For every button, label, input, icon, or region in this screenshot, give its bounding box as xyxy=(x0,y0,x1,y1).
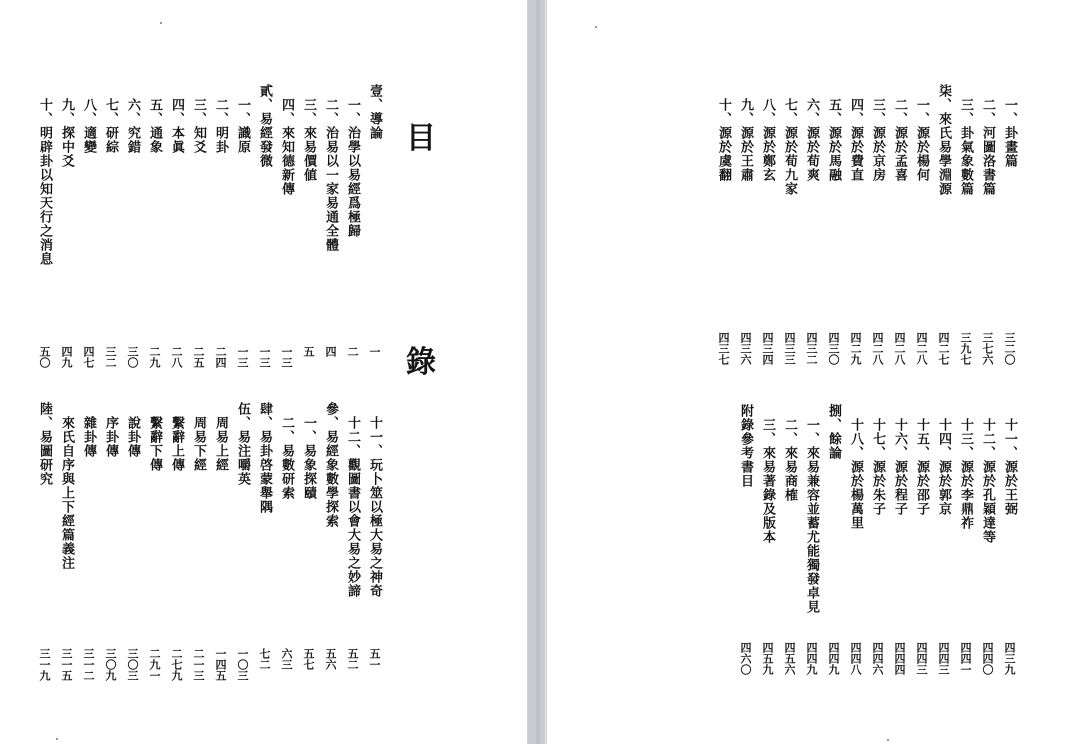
toc-page-number: 二九 xyxy=(148,346,161,368)
toc-entry-label: 八、源於鄭玄 xyxy=(760,98,775,182)
toc-entry[interactable] xyxy=(124,98,141,154)
toc-entry[interactable] xyxy=(825,98,842,182)
toc-entry[interactable] xyxy=(1001,98,1018,168)
toc-entry-label: 五、通象 xyxy=(147,98,162,154)
toc-entry-label: 六、究錯 xyxy=(125,98,140,154)
toc-entry[interactable] xyxy=(212,416,229,472)
toc-entry-label: 一、識原 xyxy=(235,98,250,154)
toc-entry[interactable] xyxy=(825,404,842,460)
toc-page-number: 四二八 xyxy=(915,332,928,365)
toc-entry[interactable] xyxy=(344,98,361,238)
gutter-shadow xyxy=(536,0,540,744)
toc-page-number: 五七 xyxy=(302,648,315,670)
toc-page-number: 四四一 xyxy=(959,642,972,675)
scan-speck xyxy=(595,26,597,28)
toc-entry[interactable] xyxy=(322,98,339,252)
toc-entry[interactable] xyxy=(869,418,886,516)
toc-page-number: 一三 xyxy=(236,346,249,368)
toc-entry-label: 一、易象探賾 xyxy=(301,416,316,500)
toc-page-number: 四四九 xyxy=(805,642,818,675)
toc-page-number: 三〇九 xyxy=(104,648,117,681)
toc-entry-label: 十、源於虞翻 xyxy=(716,98,731,182)
scan-speck xyxy=(160,22,162,24)
toc-entry[interactable] xyxy=(234,98,251,154)
toc-entry-label: 十八、源於楊萬里 xyxy=(848,418,863,530)
toc-entry[interactable] xyxy=(58,416,75,570)
left-page xyxy=(0,0,528,744)
toc-entry-label: 十六、源於程子 xyxy=(892,418,907,516)
toc-entry-label: 十二、觀圖書以會大易之妙諦 xyxy=(345,416,360,598)
toc-entry-label: 二、源於孟喜 xyxy=(892,98,907,182)
toc-page-number: 四三六 xyxy=(739,332,752,365)
toc-entry[interactable] xyxy=(36,98,53,266)
toc-entry[interactable] xyxy=(979,418,996,544)
toc-entry-label: 周易上經 xyxy=(213,416,228,472)
toc-page-number: 二一三 xyxy=(192,648,205,681)
toc-entry-label: 貳、易經發微 xyxy=(257,84,272,168)
toc-entry[interactable] xyxy=(190,416,207,472)
toc-entry-label: 十四、源於郭京 xyxy=(936,418,951,516)
toc-entry[interactable] xyxy=(190,98,207,154)
toc-entry-label: 二、治易以一家易通全體 xyxy=(323,98,338,252)
scan-speck xyxy=(887,739,889,741)
toc-entry-label: 九、探中爻 xyxy=(59,98,74,168)
toc-page-number: 一三 xyxy=(258,346,271,368)
toc-entry-label: 七、源於荀九家 xyxy=(782,98,797,196)
toc-entry[interactable] xyxy=(935,418,952,516)
toc-entry[interactable] xyxy=(759,98,776,182)
toc-entry[interactable] xyxy=(366,84,383,140)
toc-page-number: 五〇 xyxy=(38,346,51,368)
toc-page-number: 四二七 xyxy=(937,332,950,365)
toc-title-top: 目 xyxy=(406,121,436,156)
toc-entry[interactable] xyxy=(300,98,317,182)
toc-entry-label: 十一、玩卜筮以極大易之神奇 xyxy=(367,416,382,598)
toc-page-number: 二四 xyxy=(214,346,227,368)
toc-entry-label: 三、卦氣象數篇 xyxy=(958,98,973,196)
toc-page-number: 四三七 xyxy=(717,332,730,365)
toc-entry-label: 十二、源於孔穎達等 xyxy=(980,418,995,544)
toc-page-number: 二七九 xyxy=(170,648,183,681)
scan-speck xyxy=(56,738,58,740)
toc-entry-label: 三、知爻 xyxy=(191,98,206,154)
toc-entry-label: 三、源於京房 xyxy=(870,98,885,182)
toc-page-number: 五一 xyxy=(368,648,381,670)
toc-entry[interactable] xyxy=(869,98,886,182)
toc-entry-label: 八、適變 xyxy=(81,98,96,154)
toc-page-number: 五二 xyxy=(346,648,359,670)
toc-entry[interactable] xyxy=(344,416,361,598)
toc-page-number: 四四三 xyxy=(915,642,928,675)
toc-entry-label: 二、易數研索 xyxy=(279,416,294,500)
toc-page-number: 三一九 xyxy=(38,648,51,681)
toc-entry-label: 十七、源於朱子 xyxy=(870,418,885,516)
toc-entry[interactable] xyxy=(803,98,820,182)
toc-entry-label: 繫辭上傳 xyxy=(169,416,184,472)
toc-entry-label: 四、本眞 xyxy=(169,98,184,154)
toc-entry-label: 九、源於王肅 xyxy=(738,98,753,182)
toc-entry-label: 柒、來氏易學淵源 xyxy=(936,84,951,196)
toc-entry[interactable] xyxy=(212,98,229,154)
toc-page-number: 三九七 xyxy=(959,332,972,365)
left-upper-list xyxy=(0,0,527,744)
toc-page-number: 一三 xyxy=(280,346,293,368)
leader-dots xyxy=(0,186,527,274)
toc-entry-label: 序卦傳 xyxy=(103,416,118,458)
toc-entry[interactable] xyxy=(737,98,754,182)
toc-page-number: 二八 xyxy=(170,346,183,368)
right-page xyxy=(546,0,1078,744)
toc-page-number: 三二〇 xyxy=(1003,332,1016,365)
toc-entry[interactable] xyxy=(935,84,952,196)
toc-entry-label: 一、源於楊何 xyxy=(914,98,929,182)
toc-page-number: 四四四 xyxy=(893,642,906,675)
toc-entry-label: 周易下經 xyxy=(191,416,206,472)
leader-dots xyxy=(0,622,527,744)
toc-entry[interactable] xyxy=(913,98,930,182)
toc-entry[interactable] xyxy=(80,98,97,154)
toc-entry[interactable] xyxy=(803,418,820,614)
toc-entry-label: 一、治學以易經爲極歸 xyxy=(345,98,360,238)
toc-page-number: 四三二 xyxy=(805,332,818,365)
toc-entry[interactable] xyxy=(781,418,798,502)
toc-entry[interactable] xyxy=(278,98,295,196)
toc-entry[interactable] xyxy=(715,98,732,182)
toc-entry-label: 五、源於馬融 xyxy=(826,98,841,182)
toc-page-number: 一 xyxy=(368,346,381,357)
toc-entry-label: 陸、易圖研究 xyxy=(37,402,52,486)
toc-page-number: 四四六 xyxy=(871,642,884,675)
toc-entry[interactable] xyxy=(847,98,864,182)
toc-entry-label: 一、卦畫篇 xyxy=(1002,98,1017,168)
toc-entry[interactable] xyxy=(891,418,908,516)
toc-entry[interactable] xyxy=(102,98,119,154)
toc-entry-label: 六、源於荀爽 xyxy=(804,98,819,182)
toc-entry-label: 二、明卦 xyxy=(213,98,228,154)
toc-entry[interactable] xyxy=(234,402,251,486)
toc-entry-label: 二、來易商榷 xyxy=(782,418,797,502)
toc-page-number: 五六 xyxy=(324,648,337,670)
toc-entry[interactable] xyxy=(146,98,163,154)
toc-page-number: 六三 xyxy=(280,648,293,670)
toc-entry-label: 十、明辟卦以知天行之消息 xyxy=(37,98,52,266)
toc-entry[interactable] xyxy=(913,418,930,516)
toc-entry[interactable] xyxy=(1001,418,1018,516)
toc-entry[interactable] xyxy=(759,418,776,544)
toc-entry-label: 伍、易注嚼英 xyxy=(235,402,250,486)
toc-page-number: 五 xyxy=(302,346,315,357)
toc-entry-label: 參、易經象數學探索 xyxy=(323,402,338,528)
toc-entry[interactable] xyxy=(847,418,864,530)
right-upper-list xyxy=(547,0,1078,744)
toc-entry-label: 十一、源於王弼 xyxy=(1002,418,1017,516)
toc-entry-label: 三、來易價値 xyxy=(301,98,316,182)
toc-entry-label: 捌、餘論 xyxy=(826,404,841,460)
toc-page-number: 四六〇 xyxy=(739,642,752,675)
toc-entry-label: 十三、源於李鼎祚 xyxy=(958,418,973,530)
toc-entry-label: 肆、易卦啓蒙舉隅 xyxy=(257,402,272,514)
toc-page-number: 四三三 xyxy=(783,332,796,365)
toc-entry-label: 十五、源於邵子 xyxy=(914,418,929,516)
toc-entry-label: 四、來知德新傳 xyxy=(279,98,294,196)
toc-entry[interactable] xyxy=(256,402,273,514)
toc-page-number: 四四八 xyxy=(849,642,862,675)
toc-entry[interactable] xyxy=(80,416,97,458)
toc-entry-label: 一、來易兼容並蓄尤能獨發卓見 xyxy=(804,418,819,614)
toc-page-number: 三一二 xyxy=(82,648,95,681)
leader-dots xyxy=(547,672,1078,744)
toc-entry-label: 來氏自序與上下經篇義注 xyxy=(59,416,74,570)
toc-entry[interactable] xyxy=(322,402,339,528)
toc-page-number: 四四三 xyxy=(937,642,950,675)
toc-entry[interactable] xyxy=(146,416,163,472)
toc-page-number: 四四〇 xyxy=(981,642,994,675)
leader-dots xyxy=(0,274,527,348)
toc-entry[interactable] xyxy=(781,98,798,196)
toc-page-number: 四三四 xyxy=(761,332,774,365)
toc-page-number: 四五九 xyxy=(761,642,774,675)
toc-page-number: 四三〇 xyxy=(827,332,840,365)
toc-entry[interactable] xyxy=(256,84,273,168)
toc-page-number: 四三九 xyxy=(1003,642,1016,675)
toc-title-bottom: 錄 xyxy=(406,345,436,380)
toc-page-number: 四四九 xyxy=(827,642,840,675)
toc-entry-label: 七、研綜 xyxy=(103,98,118,154)
toc-entry[interactable] xyxy=(278,416,295,500)
toc-entry[interactable] xyxy=(58,98,75,168)
toc-page-number: 二九一 xyxy=(148,648,161,681)
toc-page-number: 一四五 xyxy=(214,648,227,681)
toc-entry[interactable] xyxy=(891,98,908,182)
toc-entry[interactable] xyxy=(979,98,996,196)
toc-entry[interactable] xyxy=(168,416,185,472)
toc-entry[interactable] xyxy=(737,404,754,488)
toc-entry[interactable] xyxy=(366,416,383,598)
toc-entry[interactable] xyxy=(36,402,53,486)
toc-page-number: 四七 xyxy=(82,346,95,368)
toc-page-number: 四 xyxy=(324,346,337,357)
toc-entry-label: 雜卦傳 xyxy=(81,416,96,458)
toc-page-number: 三〇 xyxy=(126,346,139,368)
toc-page-number: 四五六 xyxy=(783,642,796,675)
toc-page-number: 二五 xyxy=(192,346,205,368)
toc-entry[interactable] xyxy=(168,98,185,154)
toc-page-number: 三一五 xyxy=(60,648,73,681)
toc-entry[interactable] xyxy=(957,418,974,530)
toc-page-number: 三〇三 xyxy=(126,648,139,681)
toc-entry[interactable] xyxy=(124,416,141,458)
toc-entry-label: 壹、導論 xyxy=(367,84,382,140)
toc-page-number: 三二 xyxy=(104,346,117,368)
toc-page-number: 七二 xyxy=(258,648,271,670)
toc-page-number: 一〇三 xyxy=(236,648,249,681)
toc-page-number: 四二八 xyxy=(871,332,884,365)
toc-page-number: 四九 xyxy=(60,346,73,368)
toc-entry-label: 三、來易著錄及版本 xyxy=(760,418,775,544)
toc-page-number: 三七六 xyxy=(981,332,994,365)
toc-entry[interactable] xyxy=(957,98,974,196)
toc-entry-label: 說卦傳 xyxy=(125,416,140,458)
toc-page-number: 二 xyxy=(346,346,359,357)
toc-entry-label: 四、源於費直 xyxy=(848,98,863,182)
toc-entry[interactable] xyxy=(102,416,119,458)
toc-entry-label: 二、河圖洛書篇 xyxy=(980,98,995,196)
toc-entry-label: 繫辭下傳 xyxy=(147,416,162,472)
toc-entry-label: 附錄參考書目 xyxy=(738,404,753,488)
toc-page-number: 四二八 xyxy=(893,332,906,365)
toc-page-number: 四二九 xyxy=(849,332,862,365)
toc-entry[interactable] xyxy=(300,416,317,500)
